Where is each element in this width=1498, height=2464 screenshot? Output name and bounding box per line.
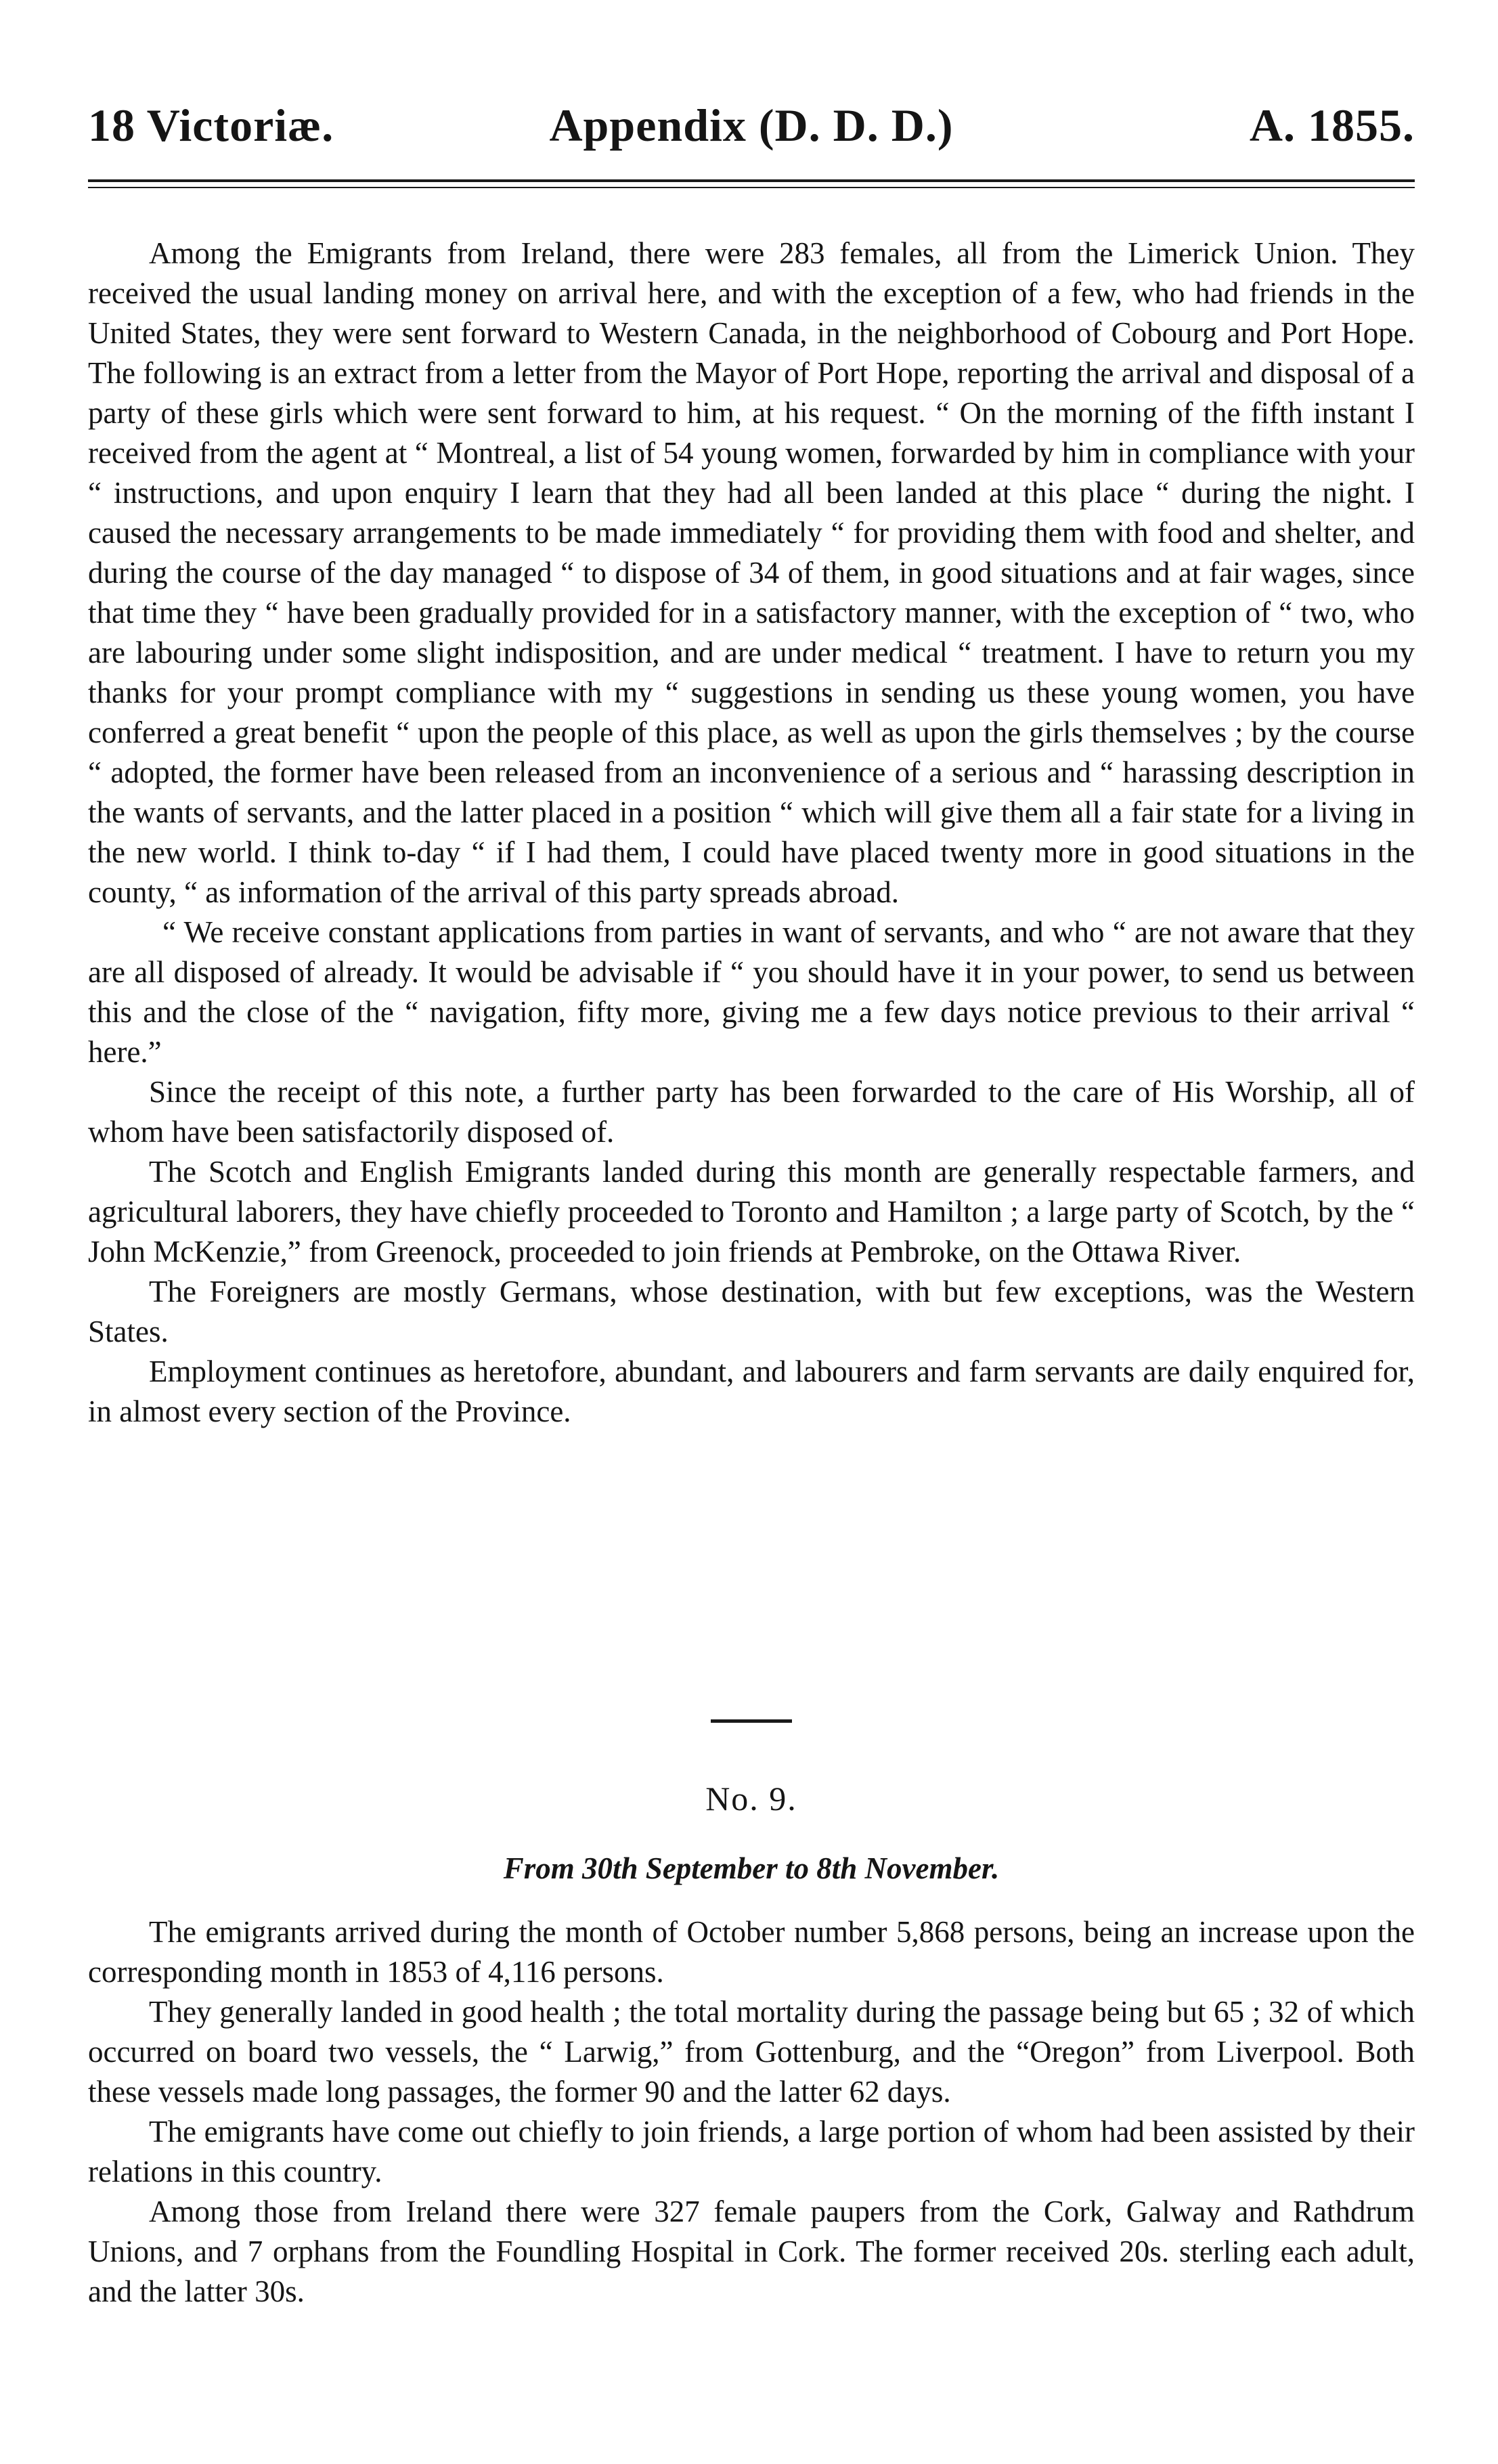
header-rule-thick: [88, 179, 1415, 182]
header-session: 18 Victoriæ.: [88, 100, 334, 151]
report-text: [88, 234, 1415, 1432]
header-rule-thin: [88, 187, 1415, 188]
paragraph-further-party: Since the receipt of this note, a further party has been forwarded to the care of His Worship, all of whom have been satisfactorily disposed of.: [88, 1075, 1415, 1149]
section-date-range: From 30th September to 8th November.: [503, 1851, 1000, 1885]
section-text: [88, 1912, 1415, 2312]
paragraph-health-mortality: They generally landed in good health ; the total mortality during the passage being but 65 ; 32 of which occurred on board two vessels, the “ Larwig,” from Gottenburg, and the “Oregon” from Liverpool. Both these vessels made long passages, the former 90 and the latter 62 days.: [88, 1995, 1415, 2109]
paragraph-foreigners: The Foreigners are mostly Germans, whose destination, with but few exceptions, was the Western States.: [88, 1275, 1415, 1348]
header-appendix: Appendix (D. D. D.): [549, 100, 954, 151]
paragraph-quote-continued: “ We receive constant applications from parties in want of servants, and who “ are not aware that they are all disposed of already. It would be advisable if “ you should have it in your power, to send us between this and the close of the “ navigation, fifty more, giving me a few days notice previous to their arrival “ here.”: [88, 915, 1415, 1069]
paragraph-scotch-english: The Scotch and English Emigrants landed during this month are generally respectable farmers, and agricultural laborers, they have chiefly proceeded to Toronto and Hamilton ; a large party of Scotch, by the “ John McKenzie,” from Greenock, proceeded to join friends at Pembroke, on the Ottawa River.: [88, 1155, 1415, 1269]
running-header: [88, 95, 1415, 156]
section-number: No. 9.: [705, 1780, 797, 1818]
paragraph-october-arrivals: The emigrants arrived during the month of October number 5,868 persons, being an increase upon the corresponding month in 1853 of 4,116 persons.: [88, 1915, 1415, 1989]
paragraph-irish-emigrants: Among the Emigrants from Ireland, there were 283 females, all from the Limerick Union. They received the usual landing money on arrival here, and with the exception of a few, who had friends in the United States, they were sent forward to Western Canada, in the neighborhood of Cobourg and Port Hope. The following is an extract from a letter from the Mayor of Port Hope, reporting the arrival and disposal of a party of these girls which were sent forward to him, at his request. “ On the morning of the fifth instant I received from the agent at “ Montreal, a list of 54 young women, forwarded by him in compliance with your “ instructions, and upon enquiry I learn that they had all been landed at this place “ during the night. I caused the necessary arrangements to be made immediately “ for providing them with food and shelter, and during the course of the day managed “ to dispose of 34 of them, in good situations and at fair wages, since that time they “ have been gradually provided for in a satisfactory manner, with the exception of “ two, who are labouring under some slight indisposition, and are under medical “ treatment. I have to return you my thanks for your prompt compliance with my “ suggestions in sending us these young women, you have conferred a great benefit “ upon the people of this place, as well as upon the girls themselves ; by the course “ adopted, the former have been released from an inconvenience of a serious and “ harassing description in the wants of servants, and the latter placed in a position “ which will give them all a fair state for a living in the new world. I think to-day “ if I had them, I could have placed twenty more in good situations in the county, “ as information of the arrival of this party spreads abroad.: [88, 236, 1415, 909]
paragraph-paupers-orphans: Among those from Ireland there were 327 female paupers from the Cork, Galway and Rathdrum Unions, and 7 orphans from the Foundling Hospital in Cork. The former received 20s. sterling each adult, and the latter 30s.: [88, 2195, 1415, 2308]
section-divider: [711, 1719, 792, 1723]
paragraph-join-friends: The emigrants have come out chiefly to join friends, a large portion of whom had been assisted by their relations in this country.: [88, 2115, 1415, 2188]
header-year: A. 1855.: [1249, 100, 1415, 151]
paragraph-employment: Employment continues as heretofore, abundant, and labourers and farm servants are daily enquired for, in almost every section of the Province.: [88, 1355, 1415, 1428]
